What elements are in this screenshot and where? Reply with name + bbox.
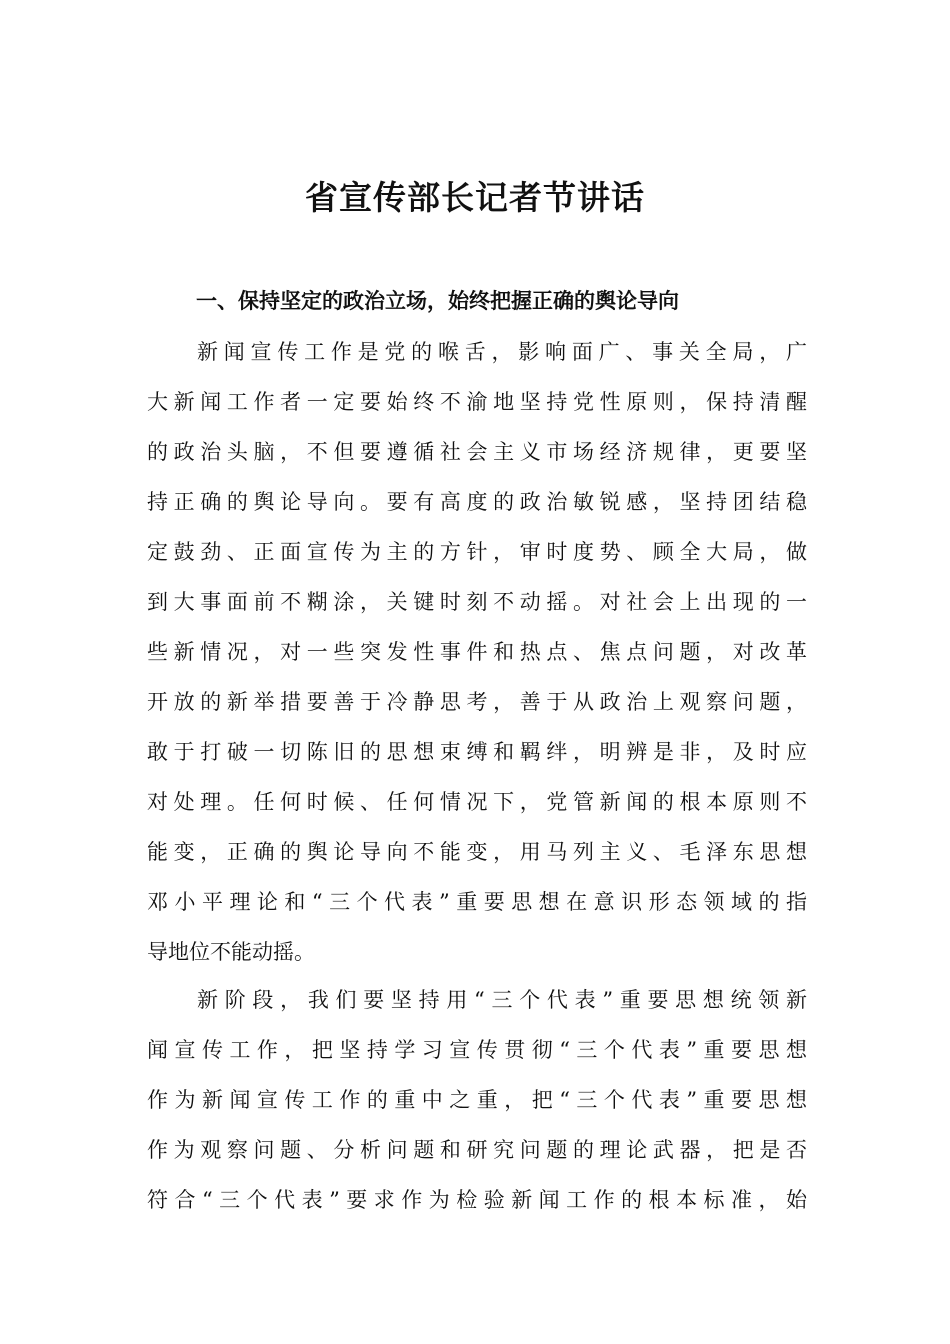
paragraph-line: 持正确的舆论导向。要有高度的政治敏锐感，坚持团结稳 — [147, 490, 807, 514]
paragraph-line: 敢于打破一切陈旧的思想束缚和羁绊，明辨是非，及时应 — [147, 740, 807, 764]
page-title: 省宣传部长记者节讲话 — [305, 178, 645, 217]
paragraph-line: 符合“三个代表”要求作为检验新闻工作的根本标准，始 — [147, 1188, 807, 1212]
paragraph-line: 能变，正确的舆论导向不能变，用马列主义、毛泽东思想 — [147, 840, 807, 864]
paragraph-line: 到大事面前不糊涂，关键时刻不动摇。对社会上出现的一 — [147, 590, 807, 614]
paragraph-line: 导地位不能动摇。 — [147, 940, 315, 964]
paragraph-line: 的政治头脑，不但要遵循社会主义市场经济规律，更要坚 — [147, 440, 807, 464]
paragraph-line: 邓小平理论和“三个代表”重要思想在意识形态领域的指 — [147, 890, 807, 914]
paragraph-line: 作为新闻宣传工作的重中之重，把“三个代表”重要思想 — [147, 1088, 807, 1112]
section-heading: 一、保持坚定的政治立场，始终把握正确的舆论导向 — [196, 289, 679, 313]
paragraph-line: 对处理。任何时候、任何情况下，党管新闻的根本原则不 — [147, 790, 807, 814]
paragraph-line: 新闻宣传工作是党的喉舌，影响面广、事关全局，广 — [197, 340, 807, 364]
paragraph-line: 作为观察问题、分析问题和研究问题的理论武器，把是否 — [147, 1138, 807, 1162]
paragraph-line: 开放的新举措要善于冷静思考，善于从政治上观察问题， — [147, 690, 807, 714]
paragraph-2 — [147, 975, 807, 1225]
paragraph-line: 闻宣传工作，把坚持学习宣传贯彻“三个代表”重要思想 — [147, 1038, 807, 1062]
paragraph-line: 大新闻工作者一定要始终不渝地坚持党性原则，保持清醒 — [147, 390, 807, 414]
paragraph-line: 些新情况，对一些突发性事件和热点、焦点问题，对改革 — [147, 640, 807, 664]
paragraph-line: 新阶段，我们要坚持用“三个代表”重要思想统领新 — [197, 988, 807, 1012]
paragraph-line: 定鼓劲、正面宣传为主的方针，审时度势、顾全大局，做 — [147, 540, 807, 564]
paragraph-1 — [147, 327, 807, 977]
